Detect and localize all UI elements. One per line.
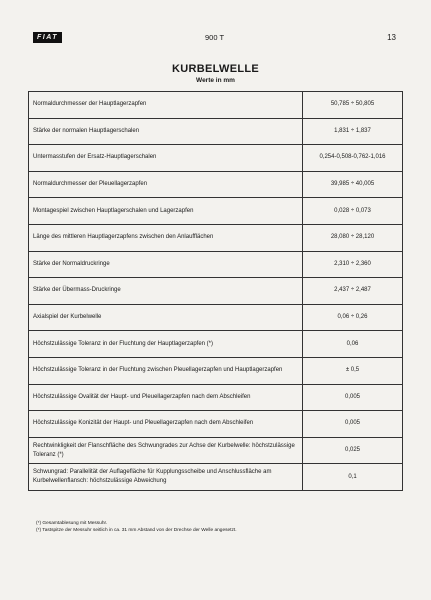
row-value: 0,005 <box>303 411 403 438</box>
table-row <box>29 92 403 119</box>
table-row <box>29 384 403 411</box>
row-value: 50,785 ÷ 50,805 <box>303 92 403 119</box>
table-row <box>29 224 403 251</box>
row-label: Stärke der Übermass-Druckringe <box>29 278 303 305</box>
row-label: Normaldurchmesser der Hauptlagerzapfen <box>29 92 303 119</box>
row-value: 39,985 ÷ 40,005 <box>303 171 403 198</box>
row-value: 2,437 ÷ 2,487 <box>303 278 403 305</box>
footnotes <box>36 521 401 534</box>
row-label: Untermasstufen der Ersatz-Hauptlagerschalen <box>29 145 303 172</box>
row-value: 0,06 <box>303 331 403 358</box>
table-row <box>29 331 403 358</box>
row-value: 0,06 ÷ 0,26 <box>303 304 403 331</box>
table-row <box>29 304 403 331</box>
table-row <box>29 464 403 491</box>
row-label: Montagespiel zwischen Hauptlagerschalen und Lagerzapfen <box>29 198 303 225</box>
row-value: 0,1 <box>303 464 403 491</box>
page-header <box>33 30 396 44</box>
table-row <box>29 251 403 278</box>
row-label: Höchstzulässige Konizität der Haupt- und Pleuellagerzapfen nach dem Abschleifen <box>29 411 303 438</box>
spec-table <box>28 91 403 491</box>
table-row <box>29 357 403 384</box>
page-title: KURBELWELLE <box>171 63 260 75</box>
page-number: 13 <box>387 32 396 42</box>
row-value: 1,831 ÷ 1,837 <box>303 118 403 145</box>
page-subtitle: Werte in mm <box>196 77 235 84</box>
table-row <box>29 118 403 145</box>
row-value: ± 0,5 <box>303 357 403 384</box>
row-label: Stärke der Normaldruckringe <box>29 251 303 278</box>
row-value: 2,310 ÷ 2,360 <box>303 251 403 278</box>
table-row <box>29 145 403 172</box>
footnote: (*) Gesamtablesung mit Messuhr. <box>36 521 108 526</box>
row-label: Rechtwinkligkeit der Flanschfläche des Schwungrades zur Achse der Kurbelwelle: höchstzulässige Toleranz (*) <box>29 437 303 464</box>
row-value: 28,080 ÷ 28,120 <box>303 224 403 251</box>
table-row <box>29 437 403 464</box>
table-row <box>29 171 403 198</box>
footnote: (*) Tastspitze der Messuhr seitlich in ca. 31 mm Abstand von der Drechse der Welle angesetzt. <box>36 527 237 533</box>
row-label: Normaldurchmesser der Pleuellagerzapfen <box>29 171 303 198</box>
row-label: Axialspiel der Kurbelwelle <box>29 304 303 331</box>
table-row <box>29 411 403 438</box>
row-label: Länge des mittleren Hauptlagerzapfens zwischen den Anlaufflächen <box>29 224 303 251</box>
row-label: Höchstzulässige Ovalität der Haupt- und Pleuellagerzapfen nach dem Abschleifen <box>29 384 303 411</box>
row-label: Höchstzulässige Toleranz in der Fluchtung der Hauptlagerzapfen (*) <box>29 331 303 358</box>
row-value: 0,005 <box>303 384 403 411</box>
table-row <box>29 278 403 305</box>
model-label: 900 T <box>204 32 225 42</box>
row-value: 0,254-0,508-0,762-1,016 <box>303 145 403 172</box>
row-label: Höchstzulässige Toleranz in der Fluchtung zwischen Pleuellagerzapfen und Hauptlagerzapfen <box>29 357 303 384</box>
row-value: 0,025 <box>303 437 403 464</box>
fiat-logo: FIAT <box>33 32 62 43</box>
row-label: Schwungrad: Parallelität der Auflagefläche für Kupplungsscheibe und Anschlussfläche am Kurbelwellenflansch: höchstzulässige Abweichung <box>29 464 303 491</box>
row-label: Stärke der normalen Hauptlagerschalen <box>29 118 303 145</box>
row-value: 0,028 ÷ 0,073 <box>303 198 403 225</box>
table-row <box>29 198 403 225</box>
